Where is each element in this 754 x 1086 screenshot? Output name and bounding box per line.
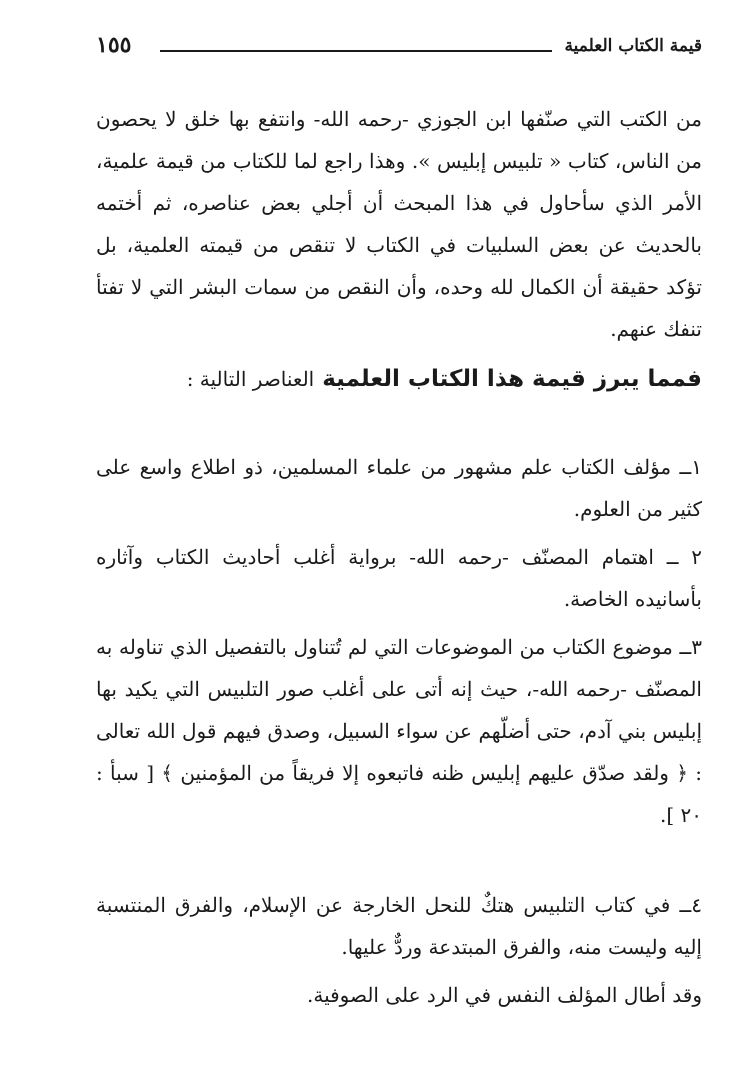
body-text [96, 98, 702, 1016]
list-item-2: ٢ ــ اهتمام المصنّف -رحمه الله- برواية أغلب أحاديث الكتاب وآثاره بأسانيده الخاصة. [96, 545, 702, 611]
header-rule [160, 50, 552, 52]
lead-bold-text: فمما يبرز قيمة هذا الكتاب العلمية [322, 366, 702, 392]
page-number: ١٥٥ [96, 32, 132, 58]
closing-paragraph: وقد أطال المؤلف النفس في الرد على الصوفية. [306, 983, 702, 1007]
lead-paragraph [96, 358, 702, 400]
header-title: قيمة الكتاب العلمية [564, 36, 702, 56]
list-item-3: ٣ــ موضوع الكتاب من الموضوعات التي لم تُتناول بالتفصيل الذي تناوله به المصنّف -رحمه الله-، حيث إنه أتى على أغلب صور التلبيس التي يكيد بها إبليس بني آدم، حتى أضلّهم عن سواء السبيل، وصدق فيهم قول الله تعالى : ﴿ ولقد صدّق عليهم إبليس ظنه فاتبعوه إلا فريقاً من المؤمنين ﴾ [ سبأ : ٢٠ ]. [96, 635, 702, 827]
lead-rest-text: العناصر التالية : [186, 367, 315, 391]
list-item-4: ٤ــ في كتاب التلبيس هتكٌ للنحل الخارجة عن الإسلام، والفرق المنتسبة إليه وليست منه، والفرق المبتدعة وردٌّ عليها. [96, 893, 702, 959]
list-item-1: ١ــ مؤلف الكتاب علم مشهور من علماء المسلمين، ذو اطلاع واسع على كثير من العلوم. [96, 455, 702, 521]
intro-paragraph: من الكتب التي صنّفها ابن الجوزي -رحمه الله- وانتفع بها خلق لا يحصون من الناس، كتاب « تلبيس إبليس ». وهذا راجع لما للكتاب من قيمة علمية، الأمر الذي سأحاول في هذا المبحث أن أجلي بعض عناصره، ثم أختمه بالحديث عن بعض السلبيات في الكتاب لا تنقص من قيمته العلمية، بل تؤكد حقيقة أن الكمال لله وحده، وأن النقص من سمات البشر التي لا تفتأ تنفك عنهم. [96, 107, 702, 341]
running-header [96, 34, 702, 64]
